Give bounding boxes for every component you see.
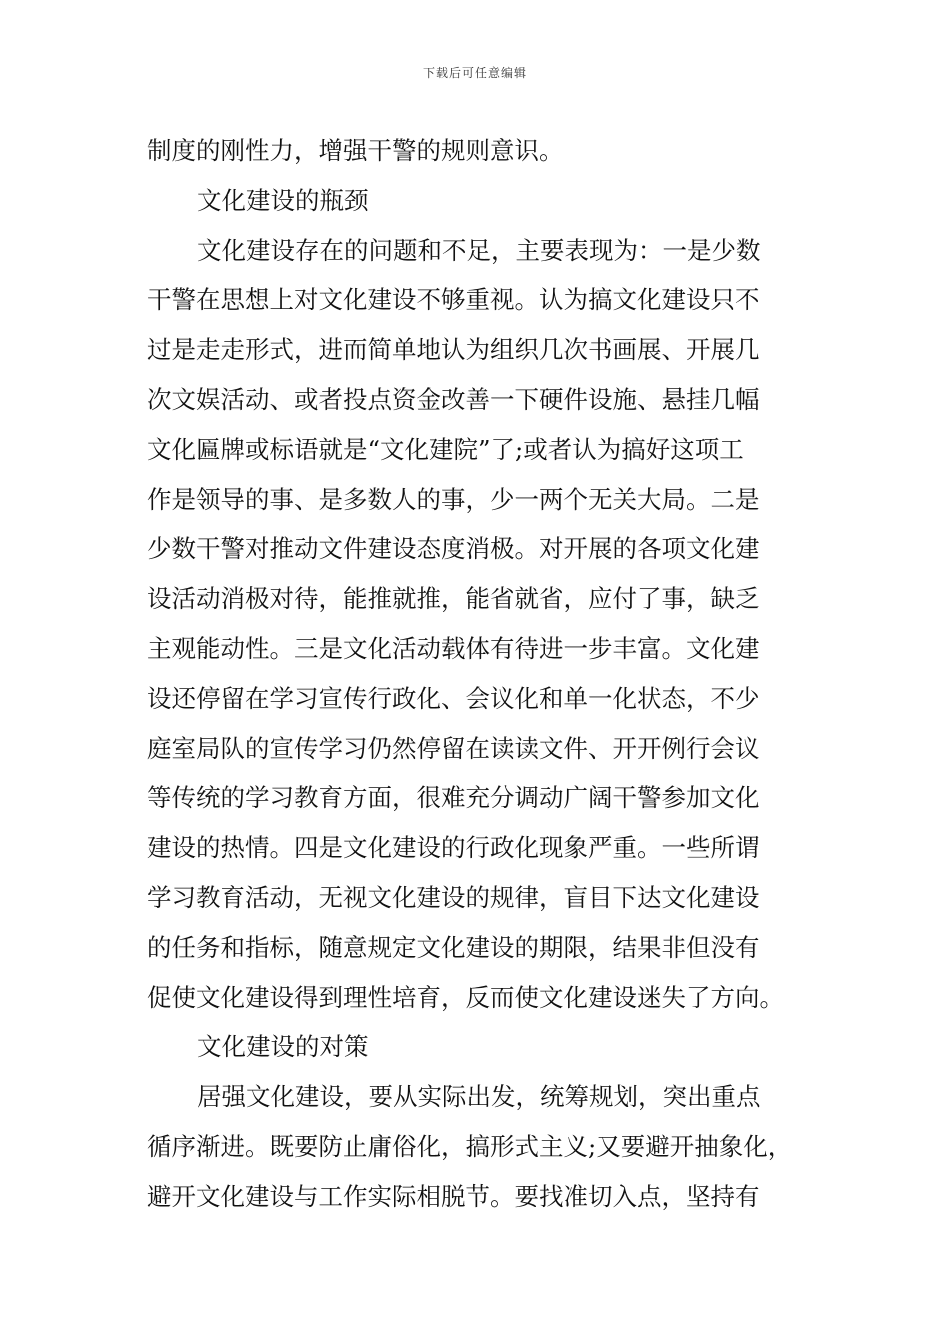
body-line: 文化建设存在的问题和不足，主要表现为：一是少数 <box>197 235 761 265</box>
body-line: 制度的刚性力，增强干警的规则意识。 <box>147 136 564 165</box>
body-line: 居强文化建设，要从实际出发，统筹规划，突出重点 <box>197 1082 761 1112</box>
body-line: 循序渐进。既要防止庸俗化，搞形式主义;又要避开抽象化， <box>147 1131 793 1161</box>
body-line: 设还停留在学习宣传行政化、会议化和单一化状态，不少 <box>147 683 760 713</box>
body-line: 少数干警对推动文件建设态度消极。对开展的各项文化建 <box>147 534 760 564</box>
document-body <box>147 126 812 1222</box>
body-line: 等传统的学习教育方面，很难充分调动广阔干警参加文化 <box>147 783 760 813</box>
body-line: 文化匾牌或标语就是“文化建院”了;或者认为搞好这项工 <box>147 434 744 464</box>
body-line: 过是走走形式，进而简单地认为组织几次书画展、开展几 <box>147 335 760 365</box>
body-line: 学习教育活动，无视文化建设的规律，盲目下达文化建设 <box>147 882 760 912</box>
body-line: 庭室局队的宣传学习仍然停留在读读文件、开开例行会议 <box>147 733 760 763</box>
body-line: 干警在思想上对文化建设不够重视。认为搞文化建设只不 <box>147 285 760 315</box>
page-header: 下载后可任意编辑 <box>422 66 527 80</box>
body-line: 建设的热情。四是文化建设的行政化现象严重。一些所谓 <box>147 833 760 863</box>
section-heading-countermeasures: 文化建设的对策 <box>197 1032 369 1062</box>
body-line: 次文娱活动、或者投点资金改善一下硬件设施、悬挂几幅 <box>147 384 760 414</box>
body-line: 主观能动性。三是文化活动载体有待进一步丰富。文化建 <box>147 633 760 663</box>
section-heading-bottleneck: 文化建设的瓶颈 <box>197 185 369 215</box>
body-line: 避开文化建设与工作实际相脱节。要找准切入点，坚持有 <box>147 1181 760 1211</box>
body-line: 促使文化建设得到理性培育，反而使文化建设迷失了方向。 <box>147 982 784 1012</box>
body-line: 的任务和指标，随意规定文化建设的期限，结果非但没有 <box>147 932 760 962</box>
body-line: 设活动消极对待，能推就推，能省就省，应付了事，缺乏 <box>147 584 760 614</box>
body-line: 作是领导的事、是多数人的事，少一两个无关大局。二是 <box>147 484 760 514</box>
